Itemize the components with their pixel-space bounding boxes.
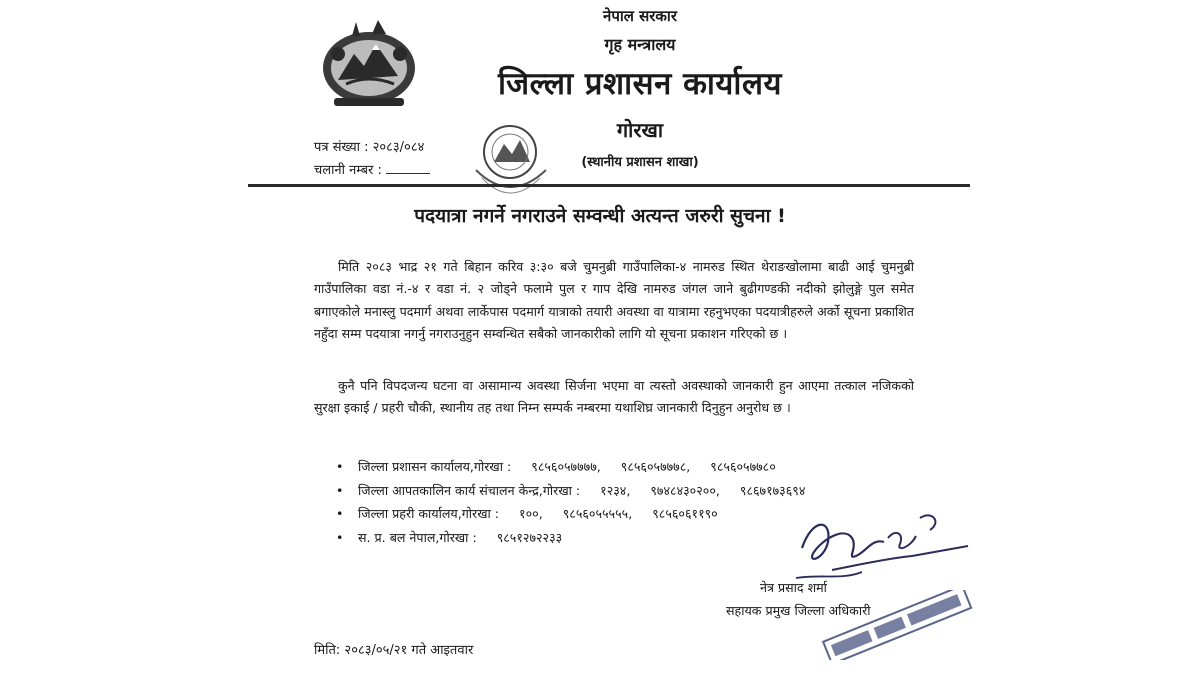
list-item xyxy=(334,502,805,526)
contact-number: ९८५१२७२२३३ xyxy=(496,529,563,545)
government-name: नेपाल सरकार xyxy=(603,7,677,25)
dispatch-number xyxy=(314,160,430,178)
official-stamp-icon xyxy=(814,590,974,660)
ministry-name: गृह मन्त्रालय xyxy=(604,35,676,54)
notice-title: पदयात्रा नगर्ने नगराउने सम्वन्धी अत्यन्त जरुरी सुचना ! xyxy=(414,205,786,227)
contact-number: १२३४, xyxy=(600,482,631,498)
letter-number: पत्र संख्या : २०८३/०८४ xyxy=(314,140,425,155)
contact-number: ९८६७१७३६९४ xyxy=(739,482,806,498)
office-seal-icon xyxy=(462,112,558,204)
notice-paragraph-1: मिति २०८३ भाद्र २१ गते बिहान करिव ३:३० बजे चुमनुब्री गाउँपालिका-४ नामरुड स्थित थेराङखोलामा बाढी आई चुमनुब्री गाउँपालिका वडा नं.-४ र वडा नं. २ जोड्ने फलामे पुल र गाप देखि नामरुड जंगल जाने बुढीगण्डकी नदीको झोलुङ्गे पुल समेत बगाएकोले मनास्लु पदमार्ग अथवा लार्केपास पदमार्ग यात्राको तयारी अवस्था वा यात्रामा रहनुभएका पदयात्रीहरुले अर्को सूचना प्रकाशित नहुँदा सम्म पदयात्रा नगर्नु नगराउनुहुन सम्वन्धित सबैको जानकारीको लागि यो सूचना प्रकाशन गरिएको छ । xyxy=(314,259,914,341)
contact-number: ९८५६०५७७७७, xyxy=(531,459,601,474)
bullet-icon: • xyxy=(336,529,344,545)
contact-office: स. प्र. बल नेपाल,गोरखा : xyxy=(358,529,477,545)
contact-office: जिल्ला प्रशासन कार्यालय,गोरखा : xyxy=(358,459,512,474)
header-divider xyxy=(248,184,970,187)
bullet-icon: • xyxy=(336,459,344,474)
contact-list xyxy=(334,455,805,549)
office-name: जिल्ला प्रशासन कार्यालय xyxy=(498,66,782,102)
bullet-icon: • xyxy=(336,482,344,498)
list-item xyxy=(334,479,805,503)
contact-office: जिल्ला आपतकालिन कार्य संचालन केन्द्र,गोरखा : xyxy=(358,482,581,498)
district-name: गोरखा xyxy=(616,118,664,142)
contact-number: ९८५६०५७७७८, xyxy=(620,459,691,474)
contact-number: ९८५६०६११९० xyxy=(652,506,718,521)
list-item xyxy=(334,455,805,479)
dispatch-number-blank xyxy=(386,173,430,174)
issue-date: मिति: २०८३/०५/२१ गते आइतवार xyxy=(314,643,474,658)
contact-number: ९८५६०५५५५५, xyxy=(562,506,633,521)
contact-number: १००, xyxy=(519,506,543,521)
contact-office: जिल्ला प्रहरी कार्यालय,गोरखा : xyxy=(358,506,500,521)
dispatch-number-label: चलानी नम्बर : xyxy=(314,163,382,178)
contact-number: ९७४८४३०२००, xyxy=(650,482,720,498)
notice-paragraph-2: कुनै पनि विपदजन्य घटना वा असामान्य अवस्था सिर्जना भएमा वा त्यस्तो अवस्थाको जानकारी हुन आएमा तत्काल नजिकको सुरक्षा इकाई / प्रहरी चौकी, स्थानीय तह तथा निम्न सम्पर्क नम्बरमा यथाशिघ्र जानकारी दिनुहुन अनुरोध छ । xyxy=(314,378,914,416)
branch-name: (स्थानीय प्रशासन शाखा) xyxy=(581,155,699,170)
nepal-emblem-icon xyxy=(316,14,422,110)
signatory-name: नेत्र प्रसाद शर्मा xyxy=(760,580,827,595)
signature-icon xyxy=(792,508,982,590)
bullet-icon: • xyxy=(336,506,344,521)
contact-number: ९८५६०५७७८० xyxy=(710,459,776,474)
list-item xyxy=(334,526,805,550)
signatory-title: सहायक प्रमुख जिल्ला अधिकारी xyxy=(726,603,871,618)
